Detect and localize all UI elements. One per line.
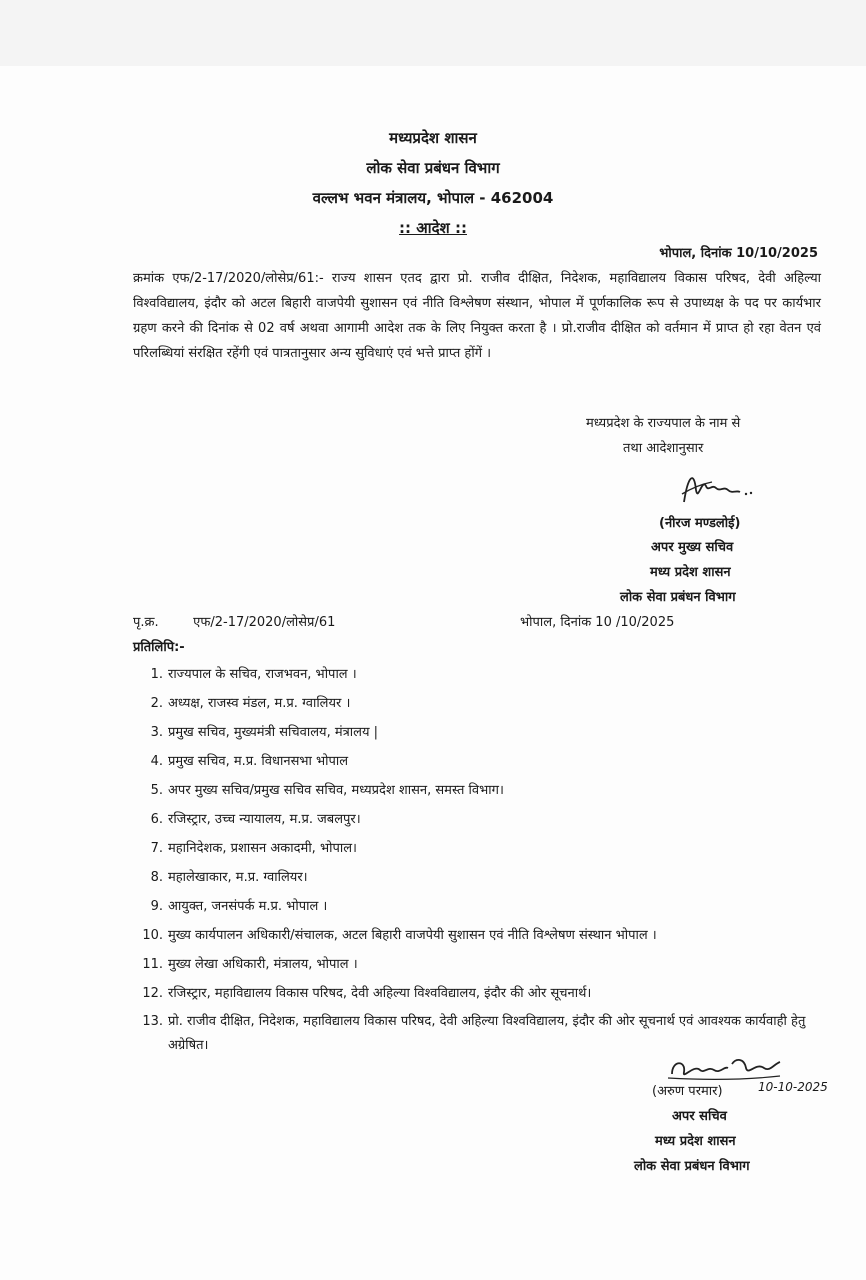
list-item: 11. मुख्य लेखा अधिकारी, मंत्रालय, भोपाल । xyxy=(142,957,358,972)
list-item: 10. मुख्य कार्यपालन अधिकारी/संचालक, अटल बिहारी वाजपेयी सुशासन एवं नीति विश्लेषण संस्थान भोपाल । xyxy=(142,928,657,943)
list-item: 13. प्रो. राजीव दीक्षित, निदेशक, महाविद्यालय विकास परिषद, देवी अहिल्या विश्वविद्यालय, इंदौर की ओर सूचनार्थ एवं आवश्यक कार्यवाही हेतु अग्रेषित। xyxy=(142,1014,806,1053)
signatory-1-designation: अपर मुख्य सचिव xyxy=(651,540,734,555)
endorsement-date: भोपाल, दिनांक 10 /10/2025 xyxy=(520,615,675,630)
list-item: 6. रजिस्ट्रार, उच्च न्यायालय, म.प्र. जबलपुर। xyxy=(150,812,361,827)
signatory-1-office: मध्य प्रदेश शासन xyxy=(650,565,731,580)
signatory-1-name: (नीरज मण्डलोई) xyxy=(659,516,741,531)
list-item: 12. रजिस्ट्रार, महाविद्यालय विकास परिषद, देवी अहिल्या विश्वविद्यालय, इंदौर की ओर सूचनार्थ। xyxy=(142,986,592,1001)
list-item: 2. अध्यक्ष, राजस्व मंडल, म.प्र. ग्वालियर । xyxy=(150,696,351,711)
list-item: 9. आयुक्त, जनसंपर्क म.प्र. भोपाल । xyxy=(150,899,328,914)
signatory-2-name: (अरुण परमार) xyxy=(652,1084,723,1099)
endorsement-reference xyxy=(133,612,335,630)
header-department: लोक सेवा प्रबंधन विभाग xyxy=(366,159,500,177)
header-order-title: :: आदेश :: xyxy=(399,219,467,237)
header-state-government: मध्यप्रदेश शासन xyxy=(389,129,477,147)
signatory-2-office: मध्य प्रदेश शासन xyxy=(655,1134,736,1149)
list-item: 8. महालेखाकार, म.प्र. ग्वालियर। xyxy=(150,870,308,885)
signatory-1-department: लोक सेवा प्रबंधन विभाग xyxy=(620,590,736,605)
list-item: 7. महानिदेशक, प्रशासन अकादमी, भोपाल। xyxy=(150,841,357,856)
list-item: 5. अपर मुख्य सचिव/प्रमुख सचिव सचिव, मध्यप्रदेश शासन, समस्त विभाग। xyxy=(150,783,504,798)
order-date: भोपाल, दिनांक 10/10/2025 xyxy=(659,246,818,261)
signature-1-icon xyxy=(678,466,758,512)
authority-line-2: तथा आदेशानुसार xyxy=(623,441,704,456)
copy-to-list xyxy=(133,660,833,1058)
endorsement-ref-number: एफ/2-17/2020/लोसेप्र/61 xyxy=(193,615,336,630)
list-item: 1. राज्यपाल के सचिव, राजभवन, भोपाल । xyxy=(150,667,357,682)
signatory-2-department: लोक सेवा प्रबंधन विभाग xyxy=(634,1159,750,1174)
list-item: 4. प्रमुख सचिव, म.प्र. विधानसभा भोपाल xyxy=(150,754,349,769)
header-address: वल्लभ भवन मंत्रालय, भोपाल - 462004 xyxy=(312,189,554,207)
order-body: क्रमांक एफ/2-17/2020/लोसेप्र/61:- राज्य शासन एतद द्वारा प्रो. राजीव दीक्षित, निदेशक, महाविद्यालय विकास परिषद, देवी अहिल्या विश्वविद्यालय, इंदौर को अटल बिहारी वाजपेयी सुशासन एवं नीति विश्लेषण संस्थान, भोपाल में पूर्णकालिक रूप से उपाध्यक्ष के पद पर कार्यभार ग्रहण करने की दिनांक से 02 वर्ष अथवा आगामी आदेश तक के लिए नियुक्त करता है । प्रो.राजीव दीक्षित को वर्तमान में प्राप्त हो रहा वेतन एवं परिलब्धियां संरक्षित रहेंगी एवं पात्रतानुसार अन्य सुविधाएं एवं भत्ते प्राप्त होंगें । xyxy=(133,271,821,361)
endorsement-ref-label: पृ.क्र. xyxy=(133,615,159,630)
authority-line-1: मध्यप्रदेश के राज्यपाल के नाम से xyxy=(586,416,741,431)
signatory-2-handwritten-date: 10-10-2025 xyxy=(758,1080,828,1094)
top-background-band xyxy=(0,0,866,66)
copy-to-title: प्रतिलिपि:- xyxy=(133,640,185,655)
signatory-2-designation: अपर सचिव xyxy=(672,1109,727,1124)
list-item: 3. प्रमुख सचिव, मुख्यमंत्री सचिवालय, मंत्रालय | xyxy=(150,725,379,740)
